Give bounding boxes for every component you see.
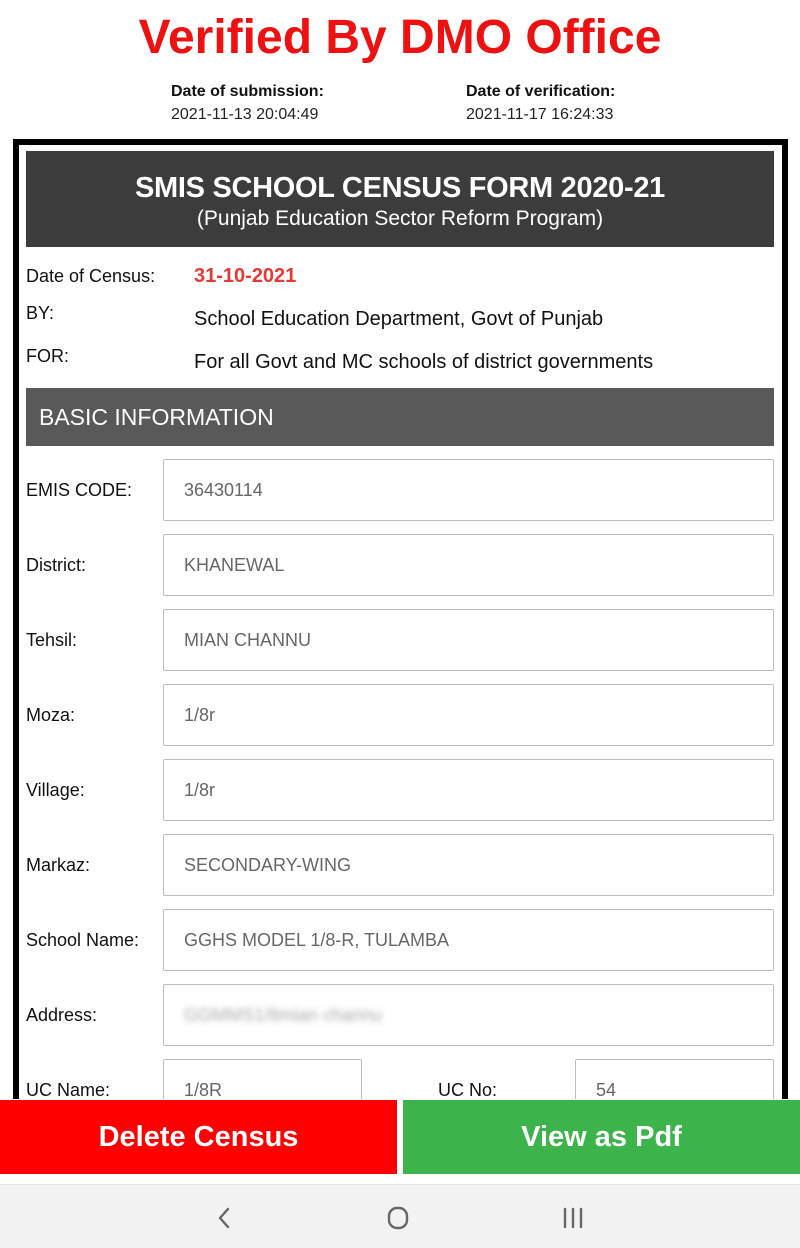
village-field[interactable]: 1/8r	[163, 759, 774, 821]
submission-date-value: 2021-11-13 20:04:49	[171, 106, 319, 123]
moza-field[interactable]: 1/8r	[163, 684, 774, 746]
moza-label: Moza:	[26, 705, 76, 725]
back-button[interactable]	[204, 1201, 244, 1235]
verification-date-label: Date of verification:	[466, 83, 616, 100]
verified-title: Verified By DMO Office	[138, 11, 662, 64]
for-row	[26, 346, 774, 378]
emis-code-label: EMIS CODE:	[26, 480, 133, 500]
uc-name-field[interactable]: 1/8R	[163, 1059, 362, 1099]
address-value: GGMMS1/8mian channu	[184, 1005, 383, 1025]
emis-code-row	[26, 459, 774, 521]
markaz-row	[26, 834, 774, 896]
home-button[interactable]	[378, 1201, 418, 1235]
delete-census-button[interactable]: Delete Census	[0, 1100, 397, 1174]
school-name-field[interactable]: GGHS MODEL 1/8-R, TULAMBA	[163, 909, 774, 971]
uc-name-label: UC Name:	[26, 1080, 111, 1099]
home-circle-icon	[378, 1201, 418, 1235]
address-field[interactable]	[163, 984, 774, 1046]
verification-date-value: 2021-11-17 16:24:33	[466, 106, 614, 123]
by-row	[26, 303, 774, 335]
by-label: BY:	[26, 303, 55, 323]
emis-code-field[interactable]: 36430114	[163, 459, 774, 521]
markaz-field[interactable]: SECONDARY-WING	[163, 834, 774, 896]
tehsil-label: Tehsil:	[26, 630, 78, 650]
uc-row	[26, 1059, 774, 1099]
uc-no-label: UC No:	[438, 1080, 498, 1099]
village-label: Village:	[26, 780, 85, 800]
school-name-row	[26, 909, 774, 971]
district-label: District:	[26, 555, 86, 575]
recent-apps-icon	[553, 1201, 593, 1235]
village-row	[26, 759, 774, 821]
form-subtitle: (Punjab Education Sector Reform Program)	[196, 207, 604, 230]
census-date-label: Date of Census:	[26, 266, 156, 286]
recent-apps-button[interactable]	[553, 1201, 593, 1235]
section-basic-information: BASIC INFORMATION	[26, 388, 774, 446]
uc-no-field[interactable]: 54	[575, 1059, 774, 1099]
for-label: FOR:	[26, 346, 69, 366]
chevron-left-icon	[204, 1201, 244, 1235]
moza-row	[26, 684, 774, 746]
for-value: For all Govt and MC schools of district governments	[194, 351, 654, 373]
view-as-pdf-button[interactable]: View as Pdf	[403, 1100, 800, 1174]
date-info	[0, 82, 800, 130]
census-date-value: 31-10-2021	[194, 265, 297, 287]
address-label: Address:	[26, 1005, 98, 1025]
by-value: School Education Department, Govt of Punjab	[194, 308, 604, 330]
tehsil-row	[26, 609, 774, 671]
census-date-row	[26, 260, 774, 292]
verification-date	[466, 82, 615, 128]
school-name-label: School Name:	[26, 930, 140, 950]
district-field[interactable]: KHANEWAL	[163, 534, 774, 596]
submission-date	[171, 82, 324, 128]
address-row	[26, 984, 774, 1046]
submission-date-label: Date of submission:	[171, 83, 324, 100]
tehsil-field[interactable]: MIAN CHANNU	[163, 609, 774, 671]
district-row	[26, 534, 774, 596]
form-header	[26, 151, 774, 247]
form-title: SMIS SCHOOL CENSUS FORM 2020-21	[134, 172, 666, 204]
system-navigation-bar	[0, 1184, 800, 1248]
census-form[interactable]	[13, 139, 788, 1099]
markaz-label: Markaz:	[26, 855, 91, 875]
